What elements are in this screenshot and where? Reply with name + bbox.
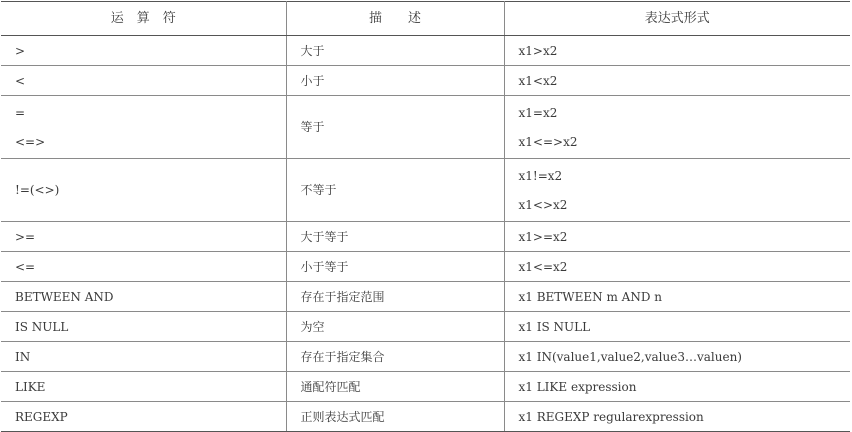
operator-text: <=> [15,134,46,149]
expression-text: x1>x2 [518,43,558,58]
description-cell: 存在于指定范围 [286,282,504,312]
expression-text: x1 LIKE expression [518,379,637,394]
table-row [1,159,850,222]
description-cell: 不等于 [286,159,504,222]
expression-text: x1<=x2 [518,259,568,274]
operator-text: REGEXP [15,409,68,424]
expression-text: x1>=x2 [518,229,568,244]
description-cell: 为空 [286,312,504,342]
expression-cell [504,312,850,342]
operator-text: >= [15,229,36,244]
operator-cell [1,252,286,282]
description-cell: 小于 [286,66,504,96]
expression-text: x1<=>x2 [518,134,578,149]
table-row [1,312,850,342]
table-row [1,66,850,96]
operator-text: IN [15,349,31,364]
expression-cell [504,402,850,432]
description-cell: 通配符匹配 [286,372,504,402]
expression-text: x1 REGEXP regularexpression [518,409,704,424]
expression-text: x1 IS NULL [518,319,591,334]
expression-text: x1=x2 [518,105,558,120]
header-description: 描 述 [286,2,504,36]
table-row [1,36,850,66]
expression-text: x1<x2 [518,73,558,88]
operator-text: > [15,43,26,58]
expression-cell [504,342,850,372]
description-cell: 存在于指定集合 [286,342,504,372]
expression-text: x1 IN(value1,value2,value3…valuen) [518,349,742,364]
operator-text: = [15,105,26,120]
expression-cell [504,96,850,159]
operator-cell [1,312,286,342]
operator-cell [1,66,286,96]
table-row [1,252,850,282]
table-header-row [1,2,850,36]
description-cell: 小于等于 [286,252,504,282]
expression-cell [504,159,850,222]
operator-cell [1,402,286,432]
header-expression: 表达式形式 [504,2,850,36]
expression-text: x1<>x2 [518,197,568,212]
operator-text: LIKE [15,379,46,394]
operator-text: BETWEEN AND [15,289,114,304]
table-row [1,372,850,402]
table-row [1,222,850,252]
operator-cell [1,36,286,66]
table-row [1,282,850,312]
expression-cell [504,66,850,96]
operator-text: !=(<>) [15,183,60,197]
expression-cell [504,36,850,66]
expression-cell [504,222,850,252]
expression-text: x1!=x2 [518,168,563,183]
operator-text: < [15,73,26,88]
operator-cell [1,342,286,372]
operator-table [1,1,850,432]
description-cell: 等于 [286,96,504,159]
description-cell: 大于等于 [286,222,504,252]
description-cell: 大于 [286,36,504,66]
table-row [1,342,850,372]
header-operator: 运 算 符 [1,2,286,36]
expression-cell [504,252,850,282]
operator-cell [1,282,286,312]
operator-cell [1,159,286,222]
expression-text: x1 BETWEEN m AND n [518,289,662,304]
description-cell: 正则表达式匹配 [286,402,504,432]
expression-cell [504,282,850,312]
operator-cell [1,96,286,159]
operator-cell [1,372,286,402]
table-row [1,402,850,432]
operator-text: <= [15,259,36,274]
expression-cell [504,372,850,402]
table-row [1,96,850,159]
operator-text: IS NULL [15,319,69,334]
operator-cell [1,222,286,252]
